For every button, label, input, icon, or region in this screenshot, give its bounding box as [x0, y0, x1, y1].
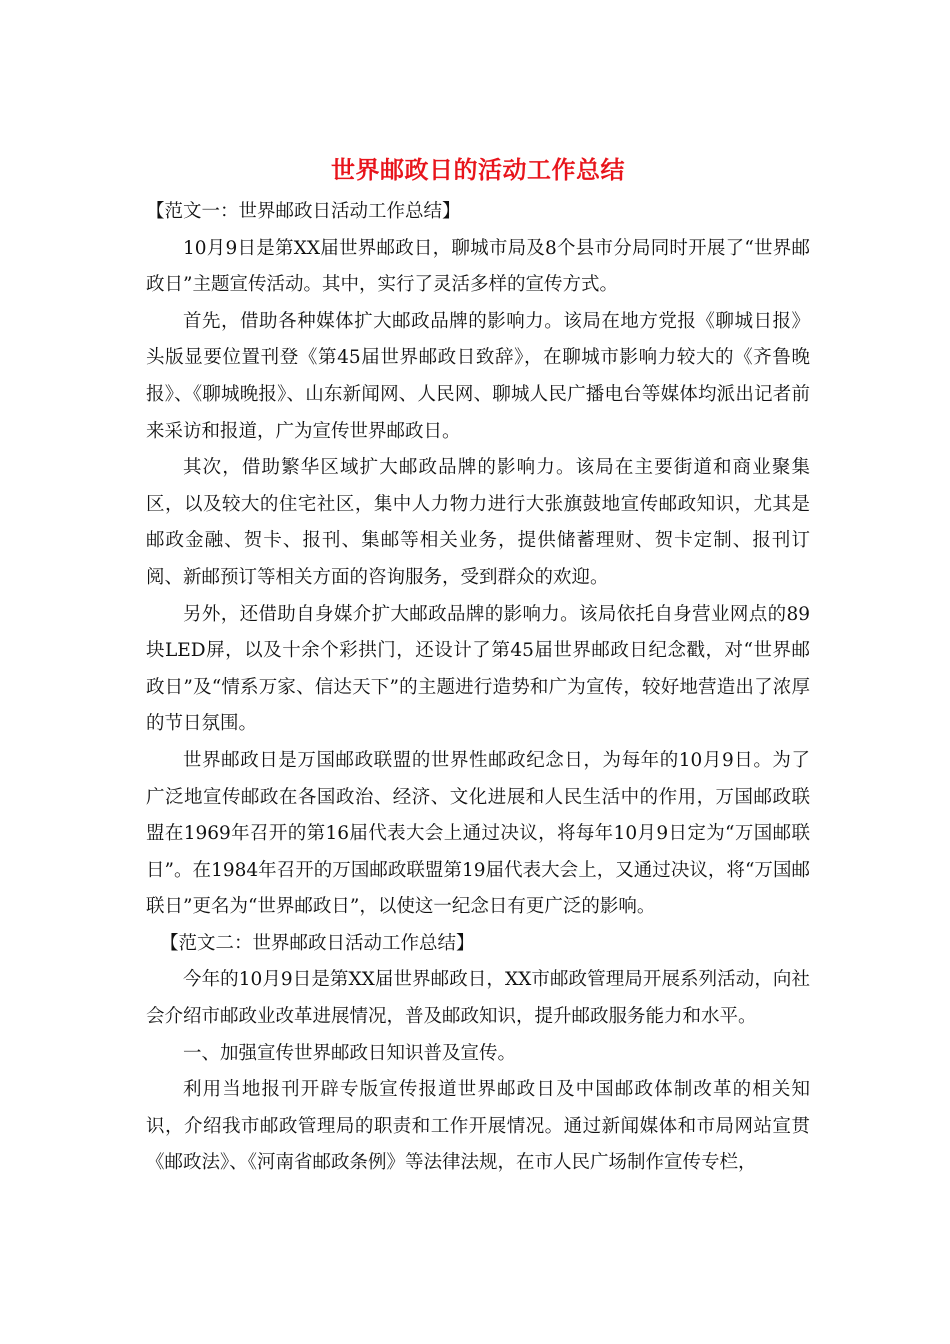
paragraph: 世界邮政日是万国邮政联盟的世界性邮政纪念日，为每年的10月9日。为了广泛地宣传邮政在各国政治、经济、文化进展和人民生活中的作用，万国邮政联盟在1969年召开的第16届代表大会上通过决议，将每年10月9日定为“万国邮联日”。在1984年召开的万国邮政联盟第19届代表大会上，又通过决议，将“万国邮联日”更名为“世界邮政日”，以使这一纪念日有更广泛的影响。: [146, 749, 810, 918]
paragraph: 利用当地报刊开辟专版宣传报道世界邮政日及中国邮政体制改革的相关知识，介绍我市邮政管理局的职责和工作开展情况。通过新闻媒体和市局网站宣贯《邮政法》、《河南省邮政条例》等法律法规，在市人民广场制作宣传专栏，: [146, 1079, 810, 1174]
paragraph: 另外，还借助自身媒介扩大邮政品牌的影响力。该局依托自身营业网点的89块LED屏，以及十余个彩拱门，还设计了第45届世界邮政日纪念戳，对“世界邮政日”及“情系万家、信达天下”的主题进行造势和广为宣传，较好地营造出了浓厚的节日氛围。: [146, 603, 810, 735]
document-page: [146, 150, 810, 1182]
section-heading-1: 【范文一：世界邮政日活动工作总结】: [146, 201, 461, 222]
paragraph: 其次，借助繁华区域扩大邮政品牌的影响力。该局在主要街道和商业聚集区，以及较大的住宅社区，集中人力物力进行大张旗鼓地宣传邮政知识，尤其是邮政金融、贺卡、报刊、集邮等相关业务，提供储蓄理财、贺卡定制、报刊订阅、新邮预订等相关方面的咨询服务，受到群众的欢迎。: [146, 457, 810, 588]
paragraph: 首先，借助各种媒体扩大邮政品牌的影响力。该局在地方党报《聊城日报》头版显要位置刊登《第45届世界邮政日致辞》，在聊城市影响力较大的《齐鲁晚报》、《聊城晚报》、山东新闻网、人民网、聊城人民广播电台等媒体均派出记者前来采访和报道，广为宣传世界邮政日。: [146, 310, 810, 442]
paragraph: 一、加强宣传世界邮政日知识普及宣传。: [183, 1042, 517, 1064]
section-heading-2: 【范文二：世界邮政日活动工作总结】: [160, 932, 475, 954]
document-title: 世界邮政日的活动工作总结: [331, 155, 625, 184]
paragraph: 今年的10月9日是第XX届世界邮政日，XX市邮政管理局开展系列活动，向社会介绍市邮政业改革进展情况，普及邮政知识，提升邮政服务能力和水平。: [146, 969, 810, 1028]
paragraph: 10月9日是第XX届世界邮政日，聊城市局及8个县市分局同时开展了“世界邮政日”主题宣传活动。其中，实行了灵活多样的宣传方式。: [146, 237, 810, 296]
